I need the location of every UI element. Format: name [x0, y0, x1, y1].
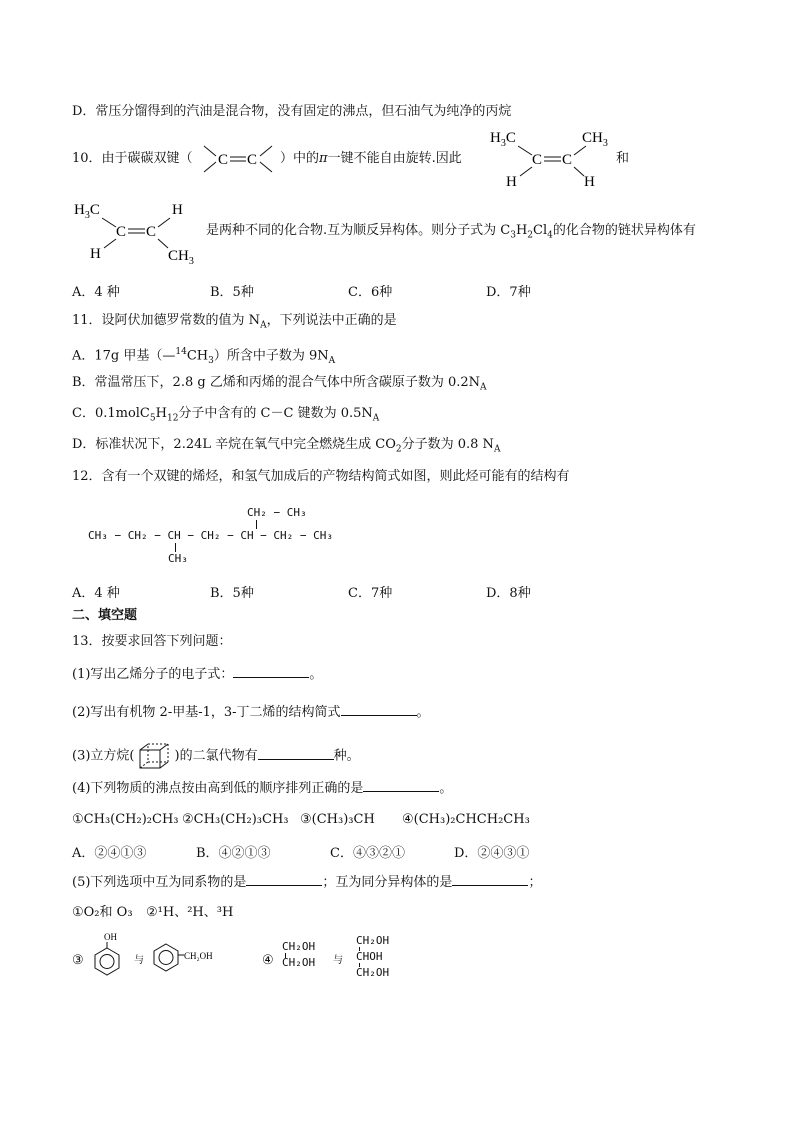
- q11-a-sup: 14: [175, 347, 187, 357]
- q13-p3-blank[interactable]: [258, 747, 334, 760]
- trans-h3c-label: $H_3C$: [74, 202, 100, 221]
- q11-a-subA: A: [328, 355, 336, 366]
- q11-stem-text: 11．设阿伏加德罗常数的值为 N: [72, 313, 261, 328]
- trans-h-top: H: [172, 202, 183, 218]
- q13-p4-end: 。: [439, 781, 453, 796]
- q11-stem-end: ，下列说法中正确的是: [266, 313, 397, 328]
- q11-option-d[interactable]: [72, 436, 500, 459]
- glycerol-line1: CH₂OH: [356, 934, 390, 947]
- q13-p3: [72, 742, 360, 770]
- cis-butene-structure: [488, 124, 618, 190]
- q11-b-text: B．常温常压下，2.8 g 乙烯和丙烯的混合气体中所含碳原子数为 0.2N: [72, 375, 480, 390]
- benzyl-ch2oh: CH₂OH: [184, 951, 213, 961]
- q11-a-end: ）所含中子数为 9N: [213, 348, 329, 364]
- q11-option-b[interactable]: [72, 374, 487, 397]
- q13-p1: [72, 665, 322, 684]
- q13-p4-text: (4)下列物质的沸点按由高到低的顺序排列正确的是: [72, 781, 364, 796]
- q13-sub1: ①CH₃(CH₂)₂CH₃: [72, 812, 179, 827]
- q13-circ4: ④: [262, 953, 274, 968]
- cis-c1: C: [532, 152, 543, 168]
- phenol-structure: [88, 930, 128, 976]
- q12-branch-bottom-bond: [175, 543, 176, 552]
- glycol-line1: CH₂OH: [282, 940, 316, 953]
- q11-a-sub: 3: [208, 355, 214, 366]
- q11-c-end: 分子中含有的 C－C 键数为 0.5N: [178, 406, 373, 421]
- q10-option-c[interactable]: C．6种: [348, 285, 393, 300]
- q13-p3-text-a: (3)立方烷(: [72, 748, 135, 764]
- q13-stem: 13．按要求回答下列问题：: [72, 634, 232, 649]
- q13-pair1: ①O₂和 O₃: [72, 905, 133, 920]
- q12-branch-top: CH₂ − CH₃: [247, 506, 307, 519]
- q10-option-a[interactable]: A．4 种: [72, 285, 120, 300]
- q11-stem: [72, 312, 397, 335]
- q11-a-ch: CH: [186, 348, 209, 364]
- cis-ch3-label: $CH_3$: [582, 130, 608, 149]
- q13-p5-text-b: ；互为同分异构体的是: [322, 875, 453, 890]
- q13-p1-text: (1)写出乙烯分子的电子式：: [72, 667, 234, 682]
- q13-sub2: ②CH₃(CH₂)₃CH₃: [182, 812, 289, 827]
- phenol-oh: OH: [104, 932, 117, 942]
- cis-h3c-label: $H_3C$: [490, 130, 516, 149]
- glycerol-line3: CH₂OH: [356, 966, 390, 979]
- cis-h-right: H: [584, 174, 595, 190]
- q13-option-a[interactable]: A．②④①③: [72, 846, 147, 861]
- trans-c1: C: [116, 224, 127, 240]
- q11-option-c[interactable]: [72, 405, 379, 428]
- q13-p5: [72, 873, 541, 892]
- q10-option-b[interactable]: B．5种: [210, 285, 254, 300]
- q11-c-sub12: 12: [166, 413, 179, 424]
- cubane-icon: [137, 742, 173, 770]
- q10-sub4: 4: [547, 230, 553, 241]
- q13-p2-end: 。: [416, 705, 430, 720]
- pi-symbol: π: [319, 151, 328, 166]
- q12-branch-bottom: CH₃: [168, 552, 188, 565]
- trans-butene-structure: [72, 196, 206, 266]
- section-title: 二、填空题: [72, 608, 138, 623]
- q11-d-sub2: 2: [395, 444, 402, 455]
- q10-stem-e: 的化合物的链状异构体有: [552, 223, 696, 238]
- glycol-line2: CH₂OH: [282, 956, 316, 969]
- q11-b-subA: A: [480, 382, 487, 393]
- q11-option-a[interactable]: [72, 343, 335, 370]
- cc-right-c: C: [247, 152, 258, 168]
- q13-yu-2: 与: [333, 955, 343, 966]
- trans-h-bottom: H: [90, 246, 101, 262]
- q13-p5-end: ；: [528, 875, 542, 890]
- q11-c-sub5: 5: [149, 413, 156, 424]
- q12-stem: 12．含有一个双键的烯烃，和氢气加成后的产物结构简式如图，则此烃可能有的结构有: [72, 469, 570, 484]
- q10-sub2: 2: [527, 230, 534, 241]
- trans-c2: C: [146, 224, 157, 240]
- q10-cl: Cl: [533, 223, 548, 238]
- q11-c-text: C．0.1molC: [72, 406, 150, 421]
- q13-p4-blank[interactable]: [363, 779, 439, 792]
- q12-branch-top-bond: [256, 520, 257, 529]
- q13-p1-end: 。: [309, 667, 323, 682]
- q10-h: H: [515, 223, 528, 238]
- q10-stem-d: 是两种不同的化合物.互为顺反异构体。则分子式为 C: [206, 223, 511, 238]
- q13-option-b[interactable]: B．④②①③: [196, 846, 271, 861]
- q12-main-chain: CH₃ − CH₂ − CH − CH₂ − CH − CH₂ − CH₃: [88, 529, 334, 542]
- q12-option-a[interactable]: A．4 种: [72, 586, 120, 601]
- q13-p2: [72, 703, 430, 722]
- q12-option-b[interactable]: B．5种: [210, 586, 254, 601]
- benzyl-alcohol-structure: [150, 940, 230, 976]
- q13-p2-text: (2)写出有机物 2-甲基-1，3-丁二烯的结构简式: [72, 705, 341, 720]
- q10-stem-c: 一键不能自由旋转.因此: [327, 151, 462, 166]
- q13-p5-blank-1[interactable]: [246, 873, 322, 886]
- q13-option-c[interactable]: C．④③②①: [330, 846, 405, 861]
- q11-stem-sub: A: [260, 320, 267, 331]
- q9-option-d: D．常压分馏得到的汽油是混合物，没有固定的沸点，但石油气为纯净的丙烷: [72, 104, 512, 119]
- q10-stem-a: 10．由于碳碳双键（: [72, 151, 193, 166]
- glycerol-line2: CHOH: [356, 950, 383, 963]
- q10-stem-part1: [72, 150, 193, 168]
- cis-h-left: H: [506, 174, 517, 190]
- cis-c2: C: [562, 152, 573, 168]
- q13-p4: [72, 779, 452, 798]
- q10-option-d[interactable]: D．7种: [486, 285, 531, 300]
- q11-d-end: 分子数为 0.8 N: [401, 437, 494, 452]
- q13-p2-blank[interactable]: [341, 703, 417, 716]
- q11-c-subA: A: [372, 413, 380, 424]
- q13-sub3: ③(CH₃)₃CH: [300, 812, 375, 827]
- q11-d-subA: A: [493, 444, 501, 455]
- q12-option-c[interactable]: C．7种: [348, 586, 393, 601]
- q11-d-text: D．标准状况下，2.24L 辛烷在氧气中完全燃烧生成 CO: [72, 437, 396, 452]
- q11-c-h: H: [155, 406, 167, 421]
- q10-stem-line2: [206, 222, 696, 245]
- q13-circ3: ③: [72, 953, 84, 968]
- q13-p1-blank[interactable]: [233, 665, 309, 678]
- q13-sub4: ④(CH₃)₂CHCH₂CH₃: [402, 812, 530, 827]
- q13-yu-1: 与: [134, 955, 144, 966]
- q10-he: 和: [616, 151, 630, 166]
- cc-left-c: C: [218, 152, 229, 168]
- q13-p3-end: 种。: [333, 748, 360, 764]
- q13-p5-text-a: (5)下列选项中互为同系物的是: [72, 875, 247, 890]
- q13-option-d[interactable]: D．②④③①: [454, 846, 530, 861]
- q13-p3-text-b: )的二氯代物有: [174, 748, 258, 764]
- q11-a-text: A．17g 甲基（—: [72, 348, 176, 364]
- q10-sub3: 3: [510, 230, 516, 241]
- q10-stem-b: ）中的: [280, 151, 320, 166]
- q12-option-d[interactable]: D．8种: [486, 586, 531, 601]
- q13-pair2: ②¹H、²H、³H: [146, 905, 234, 920]
- q10-stem-part2: [280, 150, 462, 168]
- cc-double-bond-figure: [200, 140, 280, 178]
- trans-ch3-label: $CH_3$: [168, 248, 194, 266]
- q13-p5-blank-2[interactable]: [452, 873, 528, 886]
